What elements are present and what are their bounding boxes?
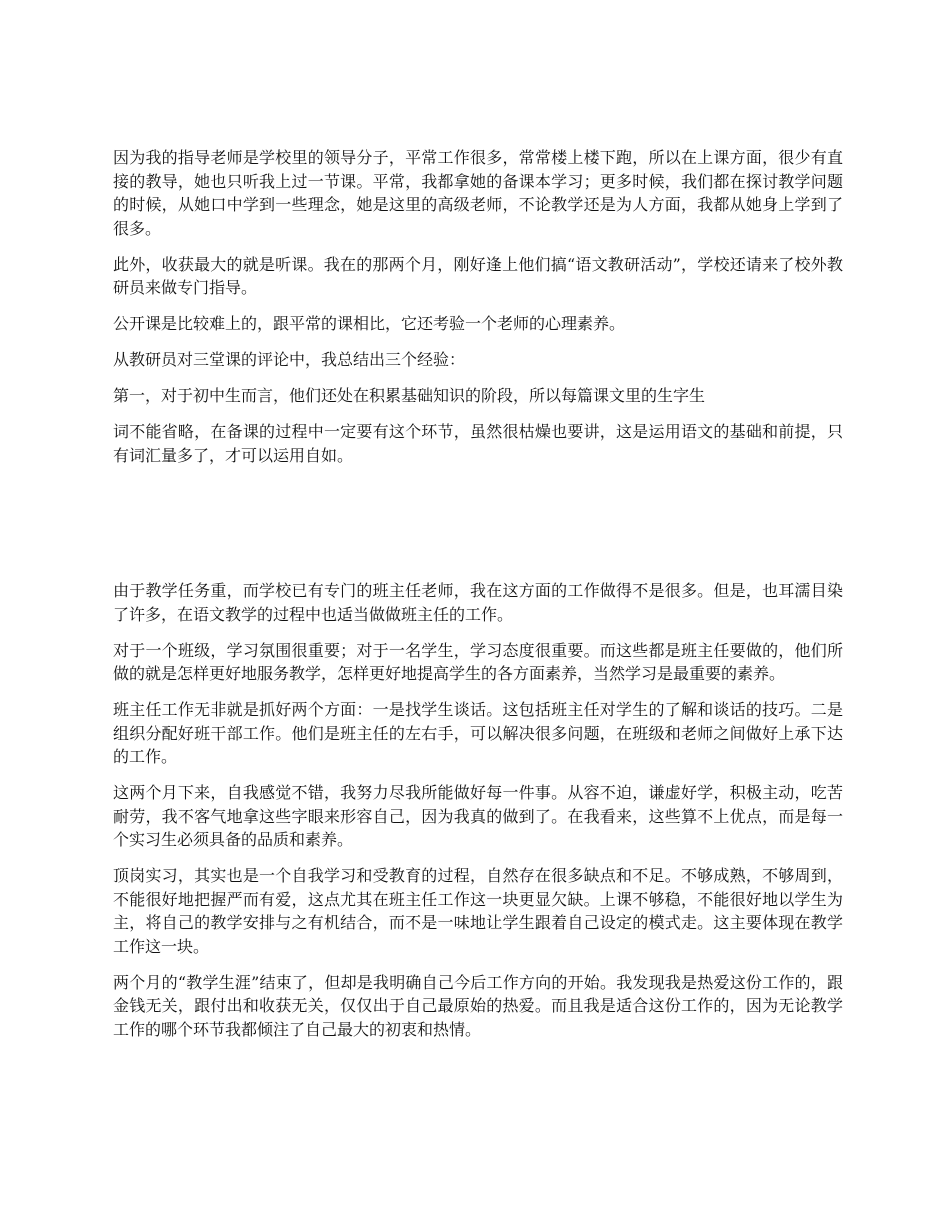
paragraph: 公开课是比较难上的，跟平常的课相比，它还考验一个老师的心理素养。	[113, 314, 626, 333]
paragraph: 两个月的“教学生涯”结束了，但却是我明确自己今后工作方向的开始。我发现我是热爱这份工作的，跟金钱无关，跟付出和收获无关，仅仅出于自己最原始的热爱。而且我是适合这份工作的，因为无论教学工作的哪个环节我都倾注了自己最大的初衷和热情。	[113, 972, 843, 1039]
paragraph: 这两个月下来，自我感觉不错，我努力尽我所能做好每一件事。从容不迫，谦虚好学，积极主动，吃苦耐劳，我不客气地拿这些字眼来形容自己，因为我真的做到了。在我看来，这些算不上优点，而是每一个实习生必须具备的品质和素养。	[113, 783, 843, 849]
paragraph: 因为我的指导老师是学校里的领导分子，平常工作很多，常常楼上楼下跑，所以在上课方面，很少有直接的教导，她也只听我上过一节课。平常，我都拿她的备课本学习；更多时候，我们都在探讨教学问题的时候，从她口中学到一些理念，她是这里的高级老师，不论教学还是为人方面，我都从她身上学到了很多。	[113, 148, 843, 238]
paragraph: 由于教学任务重，而学校已有专门的班主任老师，我在这方面的工作做得不是很多。但是，也耳濡目染了许多，在语文教学的过程中也适当做做班主任的工作。	[113, 581, 843, 624]
paragraph: 此外，收获最大的就是听课。我在的那两个月，刚好逢上他们搞“语文教研活动”，学校还请来了校外教研员来做专门指导。	[113, 254, 843, 297]
paragraph: 顶岗实习，其实也是一个自我学习和受教育的过程，自然存在很多缺点和不足。不够成熟，不够周到，不能很好地把握严而有爱，这点尤其在班主任工作这一块更显欠缺。上课不够稳，不能很好地以学生为主，将自己的教学安排与之有机结合，而不是一味地让学生跟着自己设定的模式走。这主要体现在教学工作这一块。	[113, 866, 843, 956]
paragraph: 从教研员对三堂课的评论中，我总结出三个经验：	[113, 350, 466, 369]
paragraph: 对于一个班级，学习氛围很重要；对于一名学生，学习态度很重要。而这些都是班主任要做的，他们所做的就是怎样更好地服务教学，怎样更好地提高学生的各方面素养，当然学习是最重要的素养。	[113, 640, 843, 683]
paragraph: 第一，对于初中生而言，他们还处在积累基础知识的阶段，所以每篇课文里的生字生	[113, 386, 706, 405]
text-section-2	[113, 579, 843, 1054]
paragraph: 班主任工作无非就是抓好两个方面：一是找学生谈话。这包括班主任对学生的了解和谈话的技巧。二是组织分配好班干部工作。他们是班主任的左右手，可以解决很多问题，在班级和老师之间做好上承下达的工作。	[113, 700, 843, 766]
paragraph: 词不能省略，在备课的过程中一定要有这个环节，虽然很枯燥也要讲，这是运用语文的基础和前提，只有词汇量多了，才可以运用自如。	[113, 422, 843, 465]
text-section-1	[113, 146, 843, 480]
